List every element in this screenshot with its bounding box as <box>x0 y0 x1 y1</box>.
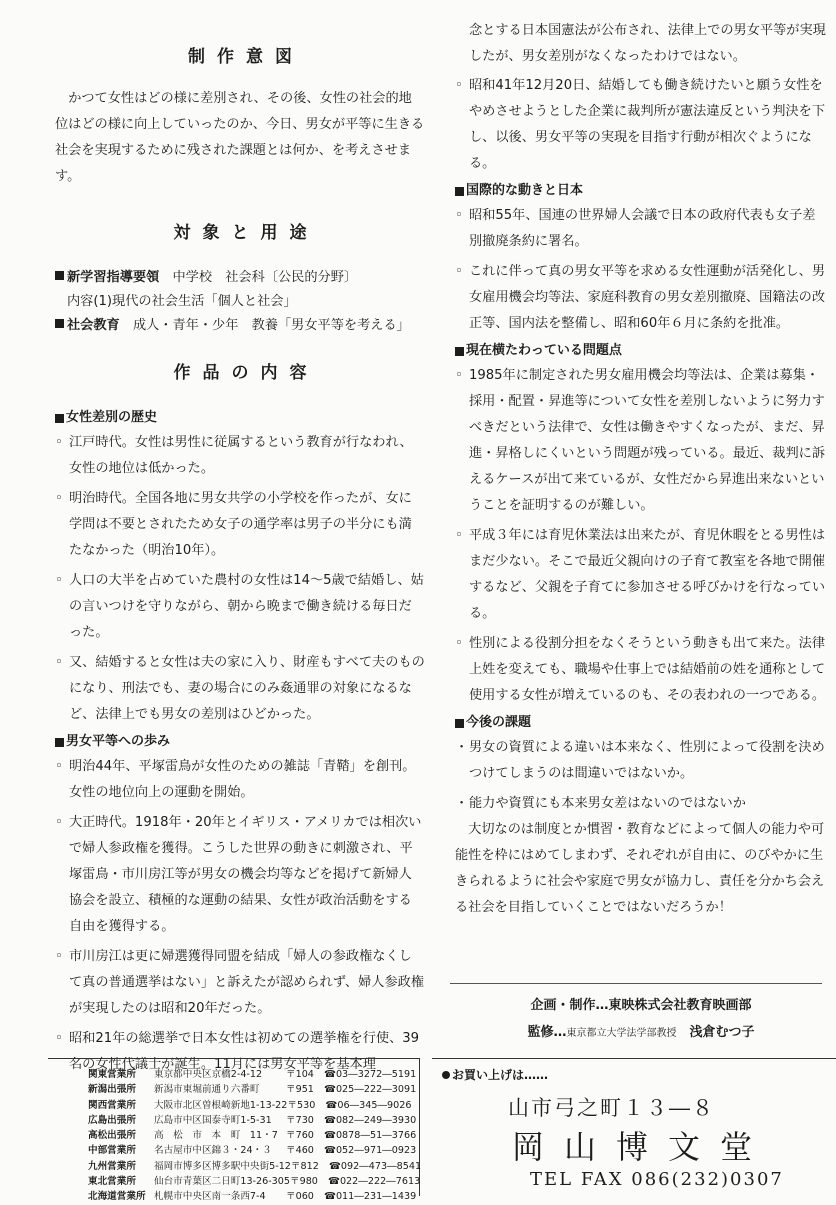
office-name: 東北営業所 <box>88 1176 136 1188</box>
office-zip: 〒460 <box>286 1145 314 1157</box>
usage-line-curriculum <box>55 266 425 290</box>
dot-icon <box>442 1071 450 1079</box>
credits <box>455 992 827 1047</box>
office-zip: 〒980 <box>290 1176 318 1188</box>
list-item-text: 人口の大半を占めていた農村の女性は14～5歳で結婚し、姑の言いつけを守りながら、朝から晩まで働き続ける毎日だった。 <box>69 573 424 640</box>
international-heading-text: 国際的な動きと日本 <box>466 183 584 198</box>
list-item <box>455 259 827 337</box>
list-item-text: 1985年に制定された男女雇用機会均等法は、企業は募集・採用・配置・昇進等について女性を差別しないように努力すべきだという法律で、女性は働きやすくなったが、まだ、昇進・昇格しにくいという問題が残っている。最近、裁判に訴えるケースが出て来ているが、女性だから昇進出来ないということを証明するのが難しい。 <box>469 368 826 513</box>
office-row <box>88 1189 419 1204</box>
list-item <box>455 73 827 177</box>
list-item-text: 市川房江は更に婦選獲得同盟を結成「婦人の参政権なくして真の普通選挙はない」と訴えたが認められず、婦人参政権が実現したのは昭和20年だった。 <box>69 949 425 1016</box>
office-tel: ☎082―249―3930 <box>324 1114 417 1126</box>
list-item <box>455 631 827 709</box>
shop-address: 山市弓之町１３―８ <box>508 1096 715 1120</box>
current-issues-heading-text: 現在横たわっている問題点 <box>466 343 622 358</box>
office-address: 高 松 市 本 町 11・7 <box>154 1130 278 1142</box>
office-name: 九州営業所 <box>88 1160 136 1172</box>
credit-supervisor-title: 東京都立大学法学部教授 <box>566 1028 677 1039</box>
office-name: 関東営業所 <box>88 1069 136 1080</box>
list-item <box>55 430 425 482</box>
dot-bullet-icon: ◦ <box>55 1031 63 1046</box>
list-item <box>55 754 425 806</box>
square-bullet-icon <box>55 738 64 747</box>
list-item <box>455 735 827 787</box>
office-row <box>88 1143 419 1158</box>
list-item <box>455 523 827 627</box>
usage-line-social-body: 成人・青年・少年 教養「男女平等を考える」 <box>132 318 410 333</box>
usage-line-curriculum-head: 新学習指導要領 <box>67 270 160 285</box>
intent-text: かつて女性はどの様に差別され、その後、女性の社会的地位はどの様に向上していったのか、今日、男女が平等に生きる社会を実現するために残された課題とは何か、を考えさせます。 <box>55 91 425 184</box>
equality-heading-text: 男女平等への歩み <box>66 734 171 749</box>
office-address: 福岡市博多区博多駅中央街5-12 <box>154 1160 291 1172</box>
history-list <box>55 430 425 728</box>
content-title: 作品の内容 <box>173 363 319 383</box>
dot-bullet-icon: ◦ <box>55 655 63 670</box>
list-item-text: 明治時代。全国各地に男女共学の小学校を作ったが、女に学問は不要とされたため女子の通学率は男子の半分にも満たなかった（明治10年）。 <box>69 491 412 558</box>
future-issues-heading-text: 今後の課題 <box>466 715 532 730</box>
list-item-text: 昭和41年12月20日、結婚しても働き続けたいと願う女性をやめさせようとした企業に裁判所が憲法違反という判決を下し、以後、男女平等の実現を目指す行動が相次ぐようになる。 <box>469 78 826 171</box>
credits-divider <box>450 983 822 984</box>
square-bullet-icon <box>55 271 64 280</box>
list-item <box>55 486 425 564</box>
list-item <box>455 363 827 519</box>
list-item-text: 昭和55年、国連の世界婦人会議で日本の政府代表も女子差別撤廃条約に署名。 <box>469 208 816 249</box>
square-bullet-icon <box>455 719 464 728</box>
usage-line-content-text: 内容(1)現代の社会生活「個人と社会」 <box>67 294 297 309</box>
credit-supervisor <box>455 1019 827 1047</box>
office-row <box>88 1159 422 1174</box>
dot-bullet-icon: ◦ <box>55 435 63 450</box>
office-tel: ☎052―971―0923 <box>324 1145 417 1157</box>
sales-offices-box <box>48 1058 422 1203</box>
list-item <box>455 203 827 255</box>
intent-title: 制作意図 <box>188 47 304 67</box>
office-zip: 〒951 <box>286 1084 314 1096</box>
office-address: 名古屋市中区錦３・24・３ <box>154 1145 272 1157</box>
office-name: 北海道営業所 <box>88 1191 146 1203</box>
office-tel: ☎025―222―3091 <box>324 1084 417 1096</box>
credit-production: 企画・制作…東映株式会社教育映画部 <box>530 998 752 1013</box>
office-zip: 〒104 <box>286 1069 314 1080</box>
equality-heading <box>55 730 425 754</box>
office-zip: 〒060 <box>286 1191 314 1203</box>
office-name: 関西営業所 <box>88 1099 136 1111</box>
office-tel: ☎03―3272―5191 <box>324 1069 417 1080</box>
left-column <box>55 40 425 1078</box>
list-item-text: 又、結婚すると女性は夫の家に入り、財産もすべて夫のものになり、刑法でも、妻の場合にのみ姦通罪の対象になるなど、法律上でも男女の差別はひどかった。 <box>69 655 425 722</box>
usage-line-social-head: 社会教育 <box>67 318 120 333</box>
middot-bullet-icon: ・ <box>455 796 469 811</box>
history-heading-text: 女性差別の歴史 <box>66 410 158 425</box>
usage-title: 対象と用途 <box>173 223 319 243</box>
office-address: 東京都中央区京橋2-4-12 <box>154 1069 263 1080</box>
office-zip: 〒812 <box>290 1160 319 1172</box>
office-name: 高松出張所 <box>88 1130 136 1142</box>
shop-box <box>432 1058 836 1196</box>
square-bullet-icon <box>55 319 64 328</box>
usage-line-content <box>55 290 425 314</box>
list-item <box>455 791 827 817</box>
dot-bullet-icon: ◦ <box>455 78 463 93</box>
list-item-text: 昭和21年の総選挙で日本女性は初めての選挙権を行使、39名の女性代議士が誕生。11月には男女平等を基本理 <box>69 1031 420 1072</box>
shop-tel: TEL FAX 086(232)0307 <box>530 1169 784 1190</box>
office-row <box>88 1113 419 1128</box>
office-zip: 〒730 <box>286 1114 314 1126</box>
credit-supervisor-label: 監修… <box>527 1025 567 1040</box>
office-row <box>88 1067 419 1082</box>
office-address: 仙台市青葉区二日町13-26-305 <box>154 1176 290 1188</box>
shop-label-text: お買い上げは…… <box>452 1068 549 1082</box>
dot-bullet-icon: ◦ <box>55 815 63 830</box>
shop-name: 岡山博文堂 <box>512 1128 773 1166</box>
dot-bullet-icon: ◦ <box>55 491 63 506</box>
international-heading <box>455 179 827 203</box>
office-row <box>88 1098 419 1113</box>
credit-supervisor-name: 浅倉むつ子 <box>689 1025 755 1040</box>
office-tel: ☎06―345―9026 <box>325 1099 412 1111</box>
office-zip: 〒760 <box>286 1130 314 1142</box>
equality-list <box>55 754 425 1078</box>
square-bullet-icon <box>455 187 464 196</box>
office-tel: ☎022―222―7613 <box>328 1176 421 1188</box>
list-item-text: 大正時代。1918年・20年とイギリス・アメリカでは相次いで婦人参政権を獲得。こうした世界の動きに刺激され、平塚雷鳥・市川房江等が男女の機会均等などを掲げて新婦人協会を設立、積極的な運動の結果、女性が政治活動をする自由を獲得する。 <box>69 815 422 934</box>
office-address: 広島市中区国泰寺町1-5-31 <box>154 1114 272 1126</box>
dot-bullet-icon: ◦ <box>55 949 63 964</box>
office-tel: ☎092―473―8541 <box>328 1160 422 1172</box>
list-item <box>55 810 425 940</box>
office-name: 広島出張所 <box>88 1114 136 1126</box>
dot-bullet-icon: ◦ <box>55 759 63 774</box>
usage-line-curriculum-body: 中学校 社会科〔公民的分野〕 <box>172 270 358 285</box>
dot-bullet-icon: ◦ <box>455 636 463 651</box>
future-issues-heading <box>455 711 827 735</box>
list-item <box>55 568 425 646</box>
office-row <box>88 1082 419 1097</box>
office-row <box>88 1174 419 1189</box>
list-item-text: 明治44年、平塚雷鳥が女性のための雑誌「青鞜」を創刊。女性の地位向上の運動を開始。 <box>69 759 416 800</box>
list-item-text: 平成３年には育児休業法は出来たが、育児休暇をとる男性はまだ少ない。そこで最近父親向けの子育て教室を各地で開催するなど、父親を子育てに参加させる呼びかけを行なっている。 <box>469 528 826 621</box>
office-address: 札幌市中央区南一条西7-4 <box>154 1191 266 1203</box>
office-row <box>88 1128 419 1143</box>
square-bullet-icon <box>455 347 464 356</box>
list-item-text: 男女の資質による違いは本来なく、性別によって役割を決めつけてしまうのは間違いではないか。 <box>469 740 825 781</box>
list-item <box>55 650 425 728</box>
list-item-text: 能力や資質にも本来男女差はないのではないか <box>469 796 746 811</box>
office-tel: ☎0878―51―3766 <box>324 1130 417 1142</box>
middot-bullet-icon: ・ <box>455 740 469 755</box>
dot-bullet-icon: ◦ <box>455 264 463 279</box>
office-address: 大阪市北区曽根崎新地1-13-22 <box>154 1099 288 1111</box>
square-bullet-icon <box>55 414 64 423</box>
office-tel: ☎011―231―1439 <box>324 1191 417 1203</box>
shop-label <box>442 1065 836 1085</box>
dot-bullet-icon: ◦ <box>455 528 463 543</box>
history-heading <box>55 406 425 430</box>
current-issues-heading <box>455 339 827 363</box>
list-item-text: これに伴って真の男女平等を求める女性運動が活発化し、男女雇用機会均等法、家庭科教育の男女差別撤廃、国籍法の改正等、国内法を整備し、昭和60年６月に条約を批准。 <box>469 264 826 331</box>
list-item-text: 性別による役割分担をなくそうという動きも出て来た。法律上姓を変えても、職場や仕事上では結婚前の姓を通称として使用する女性が増えているのも、その表われの一つである。 <box>469 636 826 703</box>
dot-bullet-icon: ◦ <box>55 573 63 588</box>
closing-text: 大切なのは制度とか慣習・教育などによって個人の能力や可能性を枠にはめてしまわず、それぞれが自由に、のびやかに生きられるように社会や家庭で男女が協力し、責任を分かち会える社会を目指していくことではないだろうか！ <box>455 822 825 915</box>
dot-bullet-icon: ◦ <box>455 208 463 223</box>
continuation-text: 念とする日本国憲法が公布され、法律上での男女平等が実現したが、男女差別がなくなったわけではない。 <box>469 23 826 64</box>
list-item <box>55 944 425 1022</box>
office-zip: 〒530 <box>287 1099 316 1111</box>
usage-line-social <box>55 314 425 338</box>
list-item-text: 江戸時代。女性は男性に従属するという教育が行なわれ、女性の地位は低かった。 <box>69 435 413 476</box>
right-column <box>455 18 827 921</box>
office-address: 新潟市東堀前通り六番町 <box>154 1084 260 1096</box>
office-name: 新潟出張所 <box>88 1084 136 1096</box>
office-name: 中部営業所 <box>88 1145 136 1157</box>
dot-bullet-icon: ◦ <box>455 368 463 383</box>
